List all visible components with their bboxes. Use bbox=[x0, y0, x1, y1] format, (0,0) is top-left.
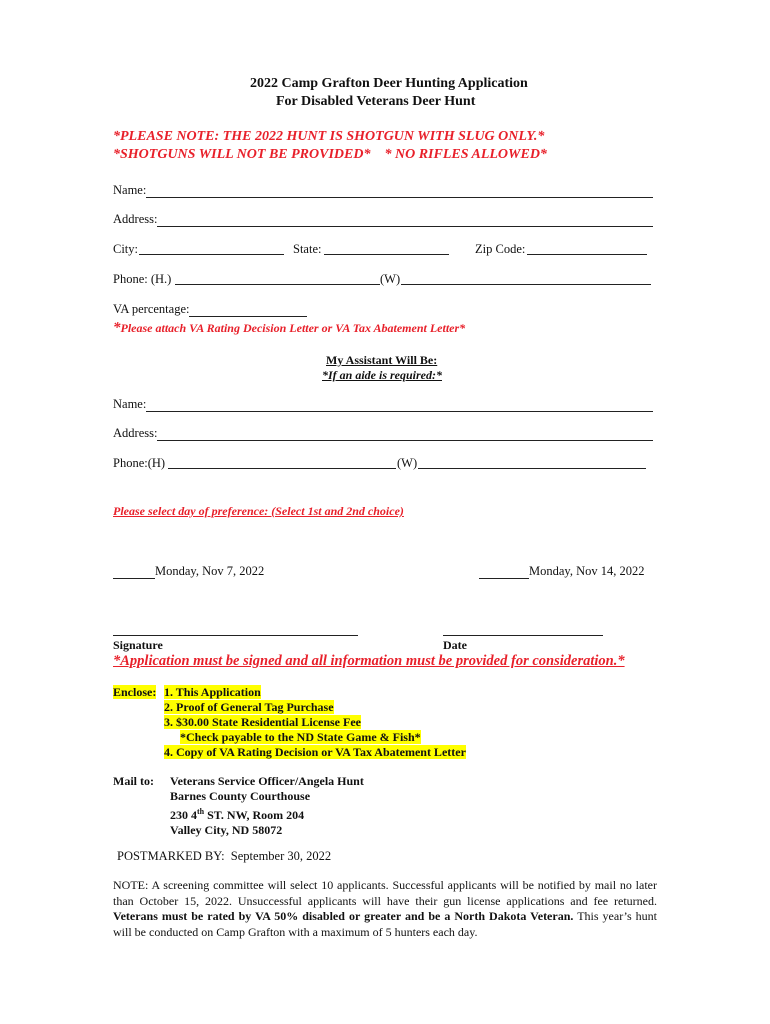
note-paragraph bbox=[113, 878, 657, 940]
state-label: State: bbox=[293, 242, 322, 256]
choice-line-nov14[interactable] bbox=[479, 566, 529, 579]
assistant-name-field[interactable] bbox=[113, 397, 653, 412]
va-percentage-line[interactable] bbox=[189, 304, 307, 317]
mail-label: Mail to: bbox=[113, 774, 154, 788]
city-label: City: bbox=[113, 242, 139, 256]
note-text-1: NOTE: A screening committee will select 10 applicants. Successful applicants will be notified by mail no later than October 15, 2022. Unsuccessful applicants will have their gun license applications and fee returned. bbox=[113, 878, 657, 908]
postmark-text: POSTMARKED BY: September 30, 2022 bbox=[117, 849, 332, 863]
assistant-phone-row bbox=[113, 456, 653, 472]
choice-line-nov7[interactable] bbox=[113, 566, 155, 579]
date-line[interactable] bbox=[443, 635, 603, 636]
note-text-2: This year’s hunt will be conducted on Camp Grafton with a maximum of 5 hunters each day. bbox=[113, 909, 657, 939]
phone-h-line[interactable] bbox=[175, 272, 380, 285]
applicant-phone-row bbox=[113, 272, 653, 288]
page-title: 2022 Camp Grafton Deer Hunting Application bbox=[250, 76, 528, 91]
assistant-name-line[interactable] bbox=[146, 399, 653, 412]
preference-heading: Please select day of preference: (Select 1st and 2nd choice) bbox=[113, 504, 404, 518]
signature-label: Signature bbox=[113, 638, 163, 652]
mail-line-2: Barnes County Courthouse bbox=[170, 789, 311, 803]
preference-option-nov14[interactable] bbox=[479, 564, 645, 579]
va-note-text: Please attach VA Rating Decision Letter or VA Tax Abatement Letter* bbox=[120, 321, 466, 335]
assistant-phone-h-label: Phone:(H) bbox=[113, 456, 166, 470]
applicant-address-field[interactable] bbox=[113, 212, 653, 227]
phone-h-label: Phone: (H.) bbox=[113, 272, 172, 286]
va-percentage-label: VA percentage: bbox=[113, 302, 190, 316]
note-bold: Veterans must be rated by VA 50% disabled or greater and be a North Dakota Veteran. bbox=[113, 909, 574, 923]
page-subtitle: For Disabled Veterans Deer Hunt bbox=[276, 94, 476, 109]
phone-w-line[interactable] bbox=[401, 272, 651, 285]
enclose-section bbox=[113, 685, 156, 700]
warning-text: *Application must be signed and all information must be provided for consideration.* bbox=[113, 653, 625, 669]
assistant-address-line[interactable] bbox=[157, 428, 653, 441]
applicant-address-line[interactable] bbox=[157, 214, 653, 227]
preference-option-nov7[interactable] bbox=[113, 564, 264, 579]
assistant-phone-w-line[interactable] bbox=[418, 456, 646, 469]
va-note-star: * bbox=[113, 320, 121, 336]
assistant-address-label: Address: bbox=[113, 426, 158, 440]
assistant-phone-w-label: (W) bbox=[397, 456, 418, 470]
phone-w-label: (W) bbox=[380, 272, 401, 286]
enclose-item: 3. $30.00 State Residential License Fee bbox=[164, 715, 361, 729]
enclose-item: 2. Proof of General Tag Purchase bbox=[164, 700, 334, 714]
zip-line[interactable] bbox=[527, 242, 647, 255]
enclose-list bbox=[164, 685, 466, 760]
mail-line-4: Valley City, ND 58072 bbox=[170, 823, 283, 837]
assistant-heading: My Assistant Will Be: bbox=[326, 353, 438, 367]
assistant-phone-h-line[interactable] bbox=[168, 456, 396, 469]
applicant-address-label: Address: bbox=[113, 212, 158, 226]
assistant-address-field[interactable] bbox=[113, 426, 653, 441]
mail-line-3: 230 4th ST. NW, Room 204 bbox=[170, 807, 305, 822]
notice-line-2: *SHOTGUNS WILL NOT BE PROVIDED* * NO RIFLES ALLOWED* bbox=[113, 147, 547, 162]
option-label-nov7: Monday, Nov 7, 2022 bbox=[155, 564, 265, 578]
notice-line-1: *PLEASE NOTE: THE 2022 HUNT IS SHOTGUN WITH SLUG ONLY.* bbox=[113, 129, 545, 144]
enclose-item: 1. This Application bbox=[164, 685, 261, 699]
assistant-name-label: Name: bbox=[113, 397, 147, 411]
signature-line[interactable] bbox=[113, 635, 358, 636]
date-label: Date bbox=[443, 638, 467, 652]
enclose-item: *Check payable to the ND State Game & Fish* bbox=[180, 730, 421, 744]
va-attach-note bbox=[113, 320, 465, 337]
enclose-label: Enclose: bbox=[113, 685, 157, 699]
applicant-name-field[interactable] bbox=[113, 183, 653, 198]
applicant-city-row bbox=[113, 242, 653, 258]
enclose-item: 4. Copy of VA Rating Decision or VA Tax Abatement Letter bbox=[164, 745, 466, 759]
applicant-name-label: Name: bbox=[113, 183, 147, 197]
option-label-nov14: Monday, Nov 14, 2022 bbox=[529, 564, 645, 578]
assistant-subheading: *If an aide is required:* bbox=[322, 368, 442, 382]
va-percentage-field[interactable] bbox=[113, 302, 307, 317]
mail-address bbox=[170, 774, 364, 838]
state-line[interactable] bbox=[324, 242, 449, 255]
applicant-name-line[interactable] bbox=[146, 185, 653, 198]
zip-label: Zip Code: bbox=[475, 242, 526, 256]
mail-line-1: Veterans Service Officer/Angela Hunt bbox=[170, 774, 364, 788]
city-line[interactable] bbox=[139, 242, 284, 255]
